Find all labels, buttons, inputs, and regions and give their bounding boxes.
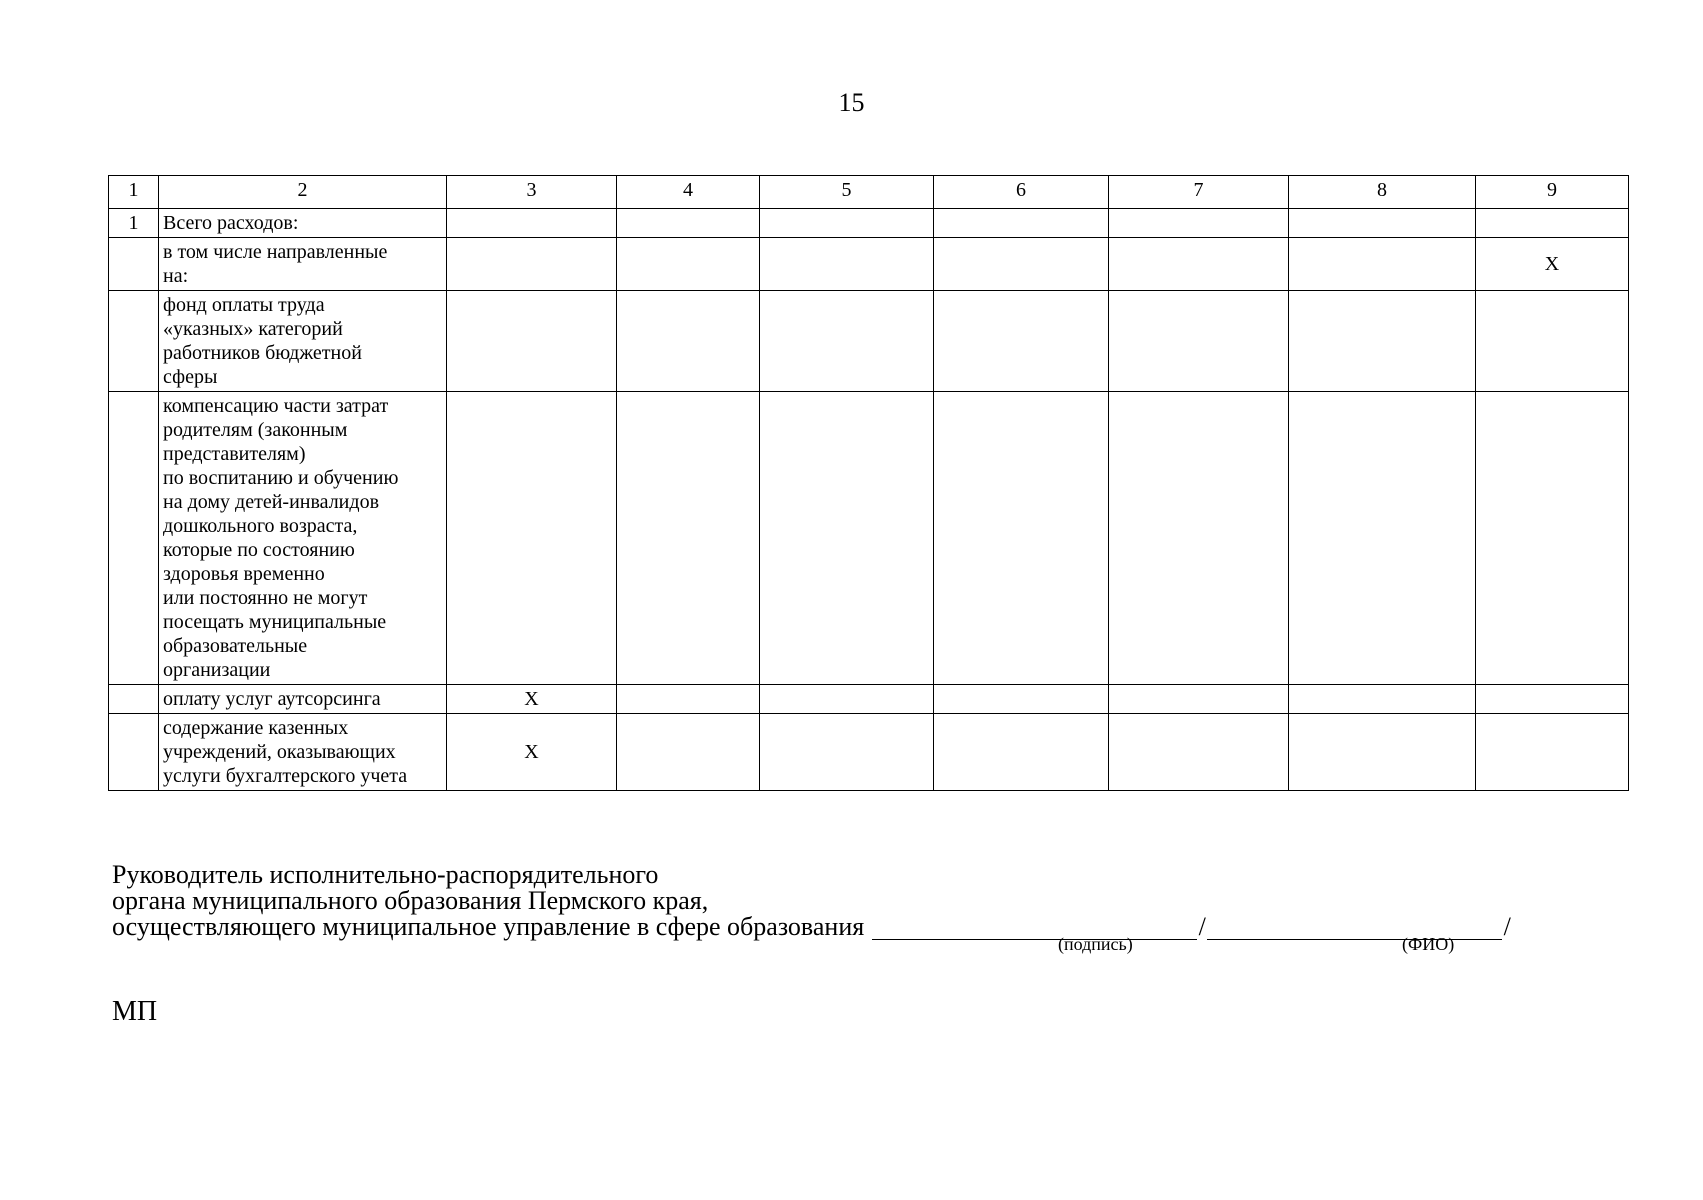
value-cell: [760, 685, 934, 714]
signatory-line-3: осуществляющего муниципальное управление в сфере образования: [112, 912, 865, 941]
page-number: 15: [838, 88, 865, 117]
value-cell: [934, 685, 1109, 714]
value-cell: [1289, 238, 1476, 291]
row-number-cell: [109, 291, 159, 392]
separator-slash: /: [1198, 912, 1206, 941]
name-caption: (ФИО): [1402, 934, 1455, 954]
column-header: 5: [760, 176, 934, 209]
value-cell: [447, 291, 617, 392]
row-number-cell: [109, 392, 159, 685]
column-header: 9: [1476, 176, 1629, 209]
value-cell: [1476, 392, 1629, 685]
value-cell: [934, 392, 1109, 685]
column-header: 4: [617, 176, 760, 209]
value-cell: [1289, 291, 1476, 392]
value-cell: [447, 392, 617, 685]
value-cell: [1289, 685, 1476, 714]
value-cell: [1109, 392, 1289, 685]
signature-block: [112, 862, 1592, 940]
column-header: 6: [934, 176, 1109, 209]
value-cell: [617, 209, 760, 238]
value-cell: X: [1476, 238, 1629, 291]
signatory-line-1: Руководитель исполнительно-распорядительного: [112, 860, 659, 889]
separator-slash: /: [1503, 912, 1511, 941]
value-cell: [1476, 291, 1629, 392]
table-row: [109, 238, 1629, 291]
row-label-cell: содержание казенных учреждений, оказывающих услуги бухгалтерского учета: [159, 714, 447, 791]
value-cell: [934, 291, 1109, 392]
value-cell: [760, 209, 934, 238]
value-cell: [617, 714, 760, 791]
expense-table: [108, 175, 1629, 791]
value-cell: [1289, 392, 1476, 685]
value-cell: [760, 291, 934, 392]
value-cell: [760, 238, 934, 291]
value-cell: X: [447, 714, 617, 791]
row-number-cell: [109, 238, 159, 291]
row-label-cell: Всего расходов:: [159, 209, 447, 238]
value-cell: [1476, 685, 1629, 714]
row-number-cell: [109, 714, 159, 791]
value-cell: [1109, 685, 1289, 714]
signatory-line-2: органа муниципального образования Пермского края,: [112, 886, 709, 915]
value-cell: [617, 238, 760, 291]
value-cell: [934, 714, 1109, 791]
value-cell: [1109, 238, 1289, 291]
name-blank[interactable]: [1207, 915, 1502, 940]
table-header-row: [109, 176, 1629, 209]
table-row: [109, 714, 1629, 791]
value-cell: [1289, 714, 1476, 791]
value-cell: [1476, 209, 1629, 238]
row-label-cell: компенсацию части затрат родителям (законным представителям) по воспитанию и обучению на дому детей-инвалидов дошкольного возраста, которые по состоянию здоровья временно или постоянно не могут посещать муниципальные образовательные организации: [159, 392, 447, 685]
table-body: [109, 176, 1629, 791]
value-cell: [1476, 714, 1629, 791]
table-row: [109, 685, 1629, 714]
column-header: 1: [109, 176, 159, 209]
row-number-cell: 1: [109, 209, 159, 238]
row-label-cell: фонд оплаты труда «указных» категорий работников бюджетной сферы: [159, 291, 447, 392]
value-cell: [760, 714, 934, 791]
table-row: [109, 291, 1629, 392]
value-cell: [760, 392, 934, 685]
value-cell: [1109, 209, 1289, 238]
value-cell: [1289, 209, 1476, 238]
column-header: 8: [1289, 176, 1476, 209]
row-label-cell: в том числе направленные на:: [159, 238, 447, 291]
value-cell: [447, 209, 617, 238]
value-cell: [447, 238, 617, 291]
value-cell: [617, 392, 760, 685]
row-number-cell: [109, 685, 159, 714]
signature-blank[interactable]: [872, 915, 1197, 940]
stamp-place: МП: [112, 996, 158, 1027]
column-header: 7: [1109, 176, 1289, 209]
table-row: [109, 209, 1629, 238]
value-cell: [934, 238, 1109, 291]
table-row: [109, 392, 1629, 685]
signature-caption: (подпись): [1058, 934, 1133, 954]
row-label-cell: оплату услуг аутсорсинга: [159, 685, 447, 714]
value-cell: X: [447, 685, 617, 714]
value-cell: [1109, 714, 1289, 791]
value-cell: [934, 209, 1109, 238]
value-cell: [617, 685, 760, 714]
column-header: 3: [447, 176, 617, 209]
value-cell: [617, 291, 760, 392]
value-cell: [1109, 291, 1289, 392]
column-header: 2: [159, 176, 447, 209]
